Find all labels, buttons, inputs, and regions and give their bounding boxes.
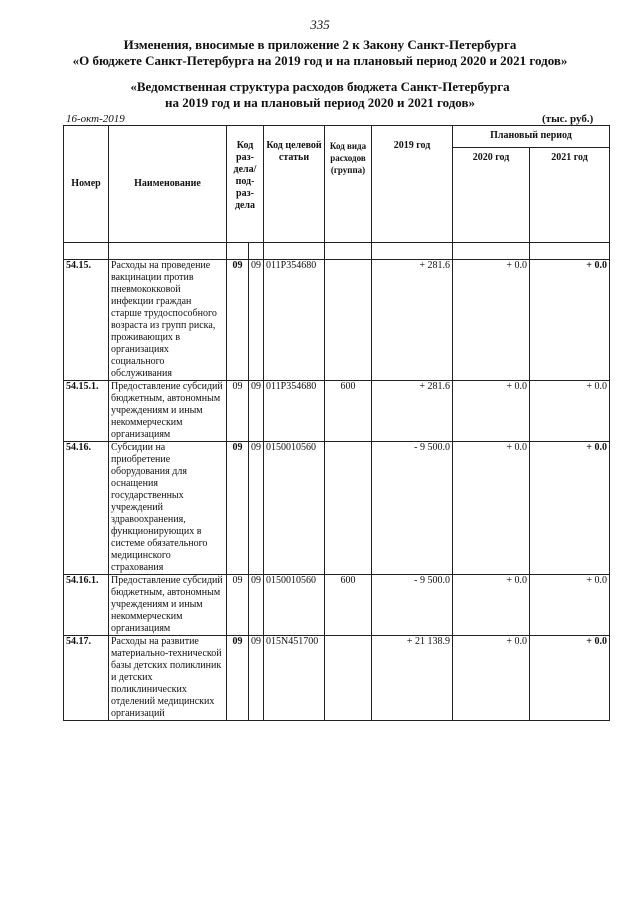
budget-table xyxy=(63,125,610,721)
header-planned-period: Плановый период xyxy=(453,126,610,148)
row-expense-type xyxy=(325,636,372,721)
header-2020: 2020 год xyxy=(453,148,530,243)
header-2019: 2019 год xyxy=(372,126,453,243)
row-value-2019: - 9 500.0 xyxy=(372,575,453,636)
row-value-2020: + 0.0 xyxy=(453,575,530,636)
page-number: 335 xyxy=(310,17,330,32)
row-target-code: 0150010560 xyxy=(264,575,325,636)
row-subsection: 09 xyxy=(249,381,264,442)
row-number: 54.15. xyxy=(64,260,109,381)
header-section-code: Код раз-дела/под-раз-дела xyxy=(227,126,264,243)
row-value-2020: + 0.0 xyxy=(453,260,530,381)
row-name: Субсидии на приобретение оборудования для оснащения государственных учреждений здравоохранения, функционирующих в системе обязательного медицинского страхования xyxy=(109,442,227,575)
row-value-2019: + 281.6 xyxy=(372,381,453,442)
table-row xyxy=(64,260,610,381)
row-value-2021: + 0.0 xyxy=(530,260,610,381)
row-value-2021: + 0.0 xyxy=(530,636,610,721)
row-subsection: 09 xyxy=(249,260,264,381)
units-label: (тыс. руб.) xyxy=(542,113,594,125)
row-expense-type xyxy=(325,442,372,575)
row-section: 09 xyxy=(227,636,249,721)
row-subsection: 09 xyxy=(249,442,264,575)
document-title xyxy=(0,37,640,69)
header-name: Наименование xyxy=(109,126,227,243)
row-value-2019: + 281.6 xyxy=(372,260,453,381)
header-expense-type: Код вида расходов (группа) xyxy=(325,126,372,243)
table-body xyxy=(64,260,610,721)
row-value-2019: + 21 138.9 xyxy=(372,636,453,721)
row-value-2021: + 0.0 xyxy=(530,442,610,575)
row-number: 54.16. xyxy=(64,442,109,575)
row-number: 54.15.1. xyxy=(64,381,109,442)
table-row xyxy=(64,442,610,575)
document-date: 16-окт-2019 xyxy=(66,113,125,125)
row-value-2019: - 9 500.0 xyxy=(372,442,453,575)
row-value-2020: + 0.0 xyxy=(453,636,530,721)
row-value-2021: + 0.0 xyxy=(530,381,610,442)
subtitle-line-2: на 2019 год и на плановый период 2020 и 2021 годов» xyxy=(164,95,475,110)
subtitle-line-1: «Ведомственная структура расходов бюджета Санкт-Петербурга xyxy=(130,79,510,94)
table-row xyxy=(64,636,610,721)
row-target-code: 011Р354680 xyxy=(264,381,325,442)
table-row xyxy=(64,575,610,636)
row-expense-type: 600 xyxy=(325,575,372,636)
row-subsection: 09 xyxy=(249,636,264,721)
header-number: Номер xyxy=(64,126,109,243)
title-line-1: Изменения, вносимые в приложение 2 к Закону Санкт-Петербурга xyxy=(123,37,517,52)
row-section: 09 xyxy=(227,442,249,575)
row-name: Предоставление субсидий бюджетным, автономным учреждениям и иным некоммерческим организациям xyxy=(109,381,227,442)
header-row-1 xyxy=(64,126,610,148)
header-target-code: Код целевой статьи xyxy=(264,126,325,243)
table-row xyxy=(64,381,610,442)
title-line-2: «О бюджете Санкт-Петербурга на 2019 год и на плановый период 2020 и 2021 годов» xyxy=(72,53,568,68)
document-subtitle xyxy=(0,79,640,111)
row-value-2020: + 0.0 xyxy=(453,442,530,575)
row-number: 54.17. xyxy=(64,636,109,721)
header-2021: 2021 год xyxy=(530,148,610,243)
row-expense-type xyxy=(325,260,372,381)
row-section: 09 xyxy=(227,260,249,381)
row-section: 09 xyxy=(227,381,249,442)
row-name: Расходы на развитие материально-технической базы детских поликлиник и детских поликлинических отделений медицинских организаций xyxy=(109,636,227,721)
row-expense-type: 600 xyxy=(325,381,372,442)
row-target-code: 011Р354680 xyxy=(264,260,325,381)
row-name: Расходы на проведение вакцинации против пневмококковой инфекции граждан старше трудоспособного возраста из групп риска, проживающих в организациях социального обслуживания xyxy=(109,260,227,381)
row-value-2020: + 0.0 xyxy=(453,381,530,442)
row-subsection: 09 xyxy=(249,575,264,636)
row-value-2021: + 0.0 xyxy=(530,575,610,636)
row-section: 09 xyxy=(227,575,249,636)
row-target-code: 0150010560 xyxy=(264,442,325,575)
row-number: 54.16.1. xyxy=(64,575,109,636)
header-gap-row xyxy=(64,243,610,260)
row-target-code: 015N451700 xyxy=(264,636,325,721)
row-name: Предоставление субсидий бюджетным, автономным учреждениям и иным некоммерческим организациям xyxy=(109,575,227,636)
